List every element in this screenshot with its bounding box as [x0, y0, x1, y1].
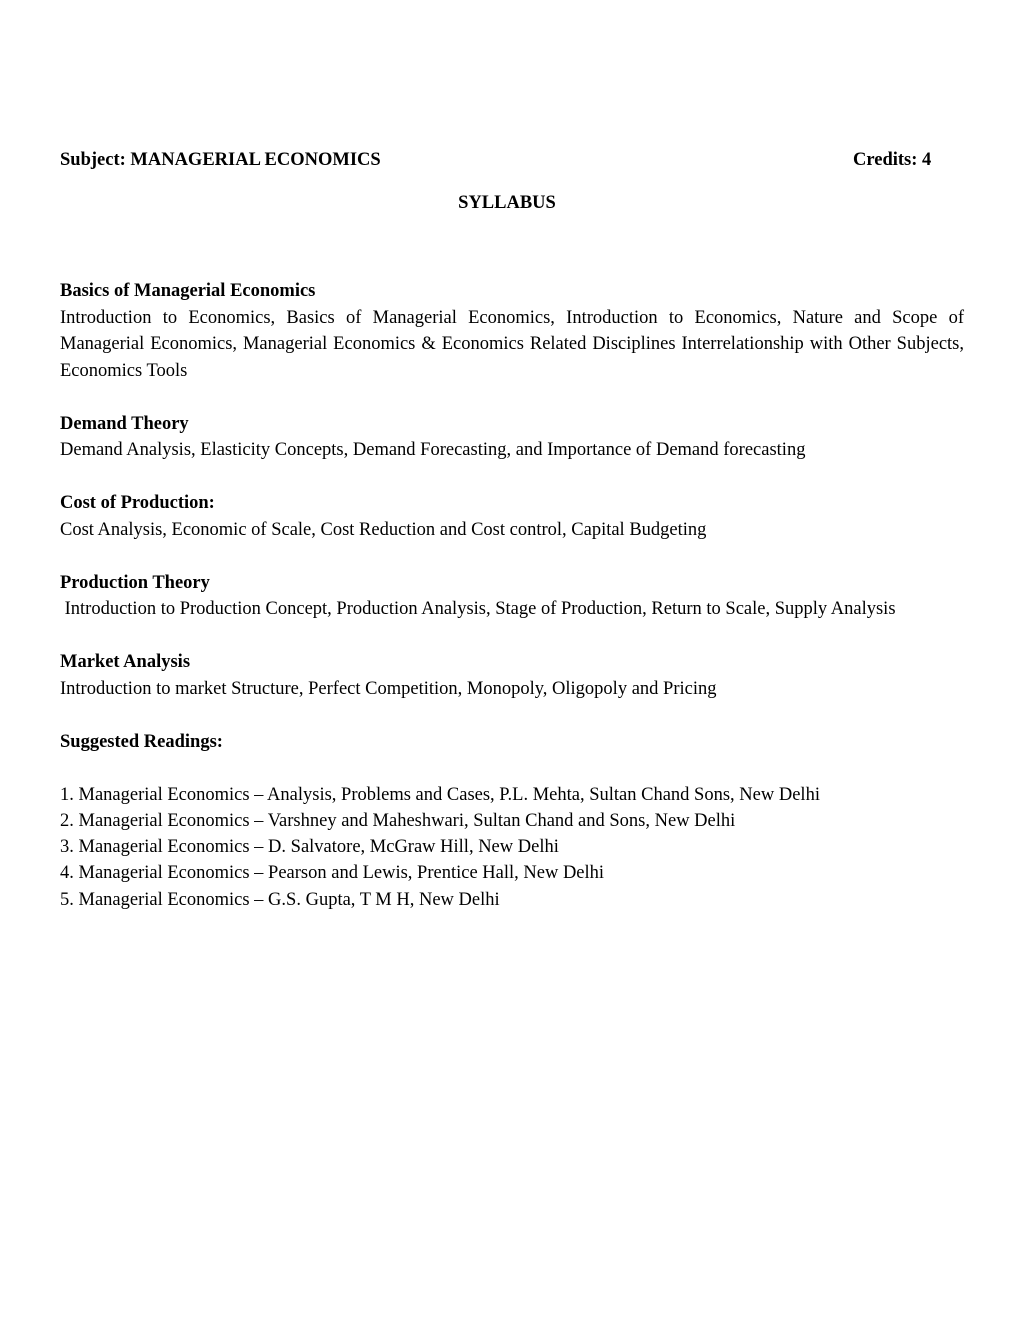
- list-item: 1. Managerial Economics – Analysis, Problems and Cases, P.L. Mehta, Sultan Chand Sons, New Delhi: [60, 784, 820, 805]
- credits-label: Credits: 4: [853, 150, 932, 170]
- list-item: 5. Managerial Economics – G.S. Gupta, T M H, New Delhi: [60, 889, 500, 910]
- readings-title: Suggested Readings:: [60, 731, 223, 752]
- section-production-theory: [60, 570, 964, 623]
- subject-label: Subject: MANAGERIAL ECONOMICS: [60, 150, 381, 170]
- section-cost-of-production: [60, 490, 964, 543]
- section-title: Cost of Production:: [60, 493, 215, 513]
- list-item: 4. Managerial Economics – Pearson and Lewis, Prentice Hall, New Delhi: [60, 863, 605, 884]
- section-body: Demand Analysis, Elasticity Concepts, Demand Forecasting, and Importance of Demand forecasting: [60, 440, 806, 460]
- header-row: [60, 147, 964, 173]
- section-body: Introduction to Production Concept, Production Analysis, Stage of Production, Return to Scale, Supply Analysis: [60, 599, 896, 619]
- syllabus-sections: [60, 278, 964, 702]
- document-title: SYLLABUS: [458, 193, 556, 213]
- readings-list: [60, 782, 964, 913]
- section-title: Demand Theory: [60, 413, 189, 434]
- suggested-readings: [60, 729, 964, 913]
- section-body: Introduction to Economics, Basics of Managerial Economics, Introduction to Economics, Nature and Scope of Managerial Economics, Managerial Economics & Economics Related Disciplines Interrelationship with Other Subjects, Economics Tools: [60, 307, 964, 381]
- section-body: Cost Analysis, Economic of Scale, Cost Reduction and Cost control, Capital Budgeting: [60, 519, 707, 540]
- section-title: Basics of Managerial Economics: [60, 281, 316, 301]
- section-title: Production Theory: [60, 572, 210, 593]
- section-body: Introduction to market Structure, Perfect Competition, Monopoly, Oligopoly and Pricing: [60, 678, 717, 699]
- section-title: Market Analysis: [60, 652, 191, 672]
- list-item: 2. Managerial Economics – Varshney and Maheshwari, Sultan Chand and Sons, New Delhi: [60, 810, 736, 831]
- document-page: [60, 147, 964, 913]
- section-demand-theory: [60, 411, 964, 464]
- list-item: 3. Managerial Economics – D. Salvatore, McGraw Hill, New Delhi: [60, 837, 559, 858]
- section-basics: [60, 278, 964, 384]
- section-market-analysis: [60, 649, 964, 702]
